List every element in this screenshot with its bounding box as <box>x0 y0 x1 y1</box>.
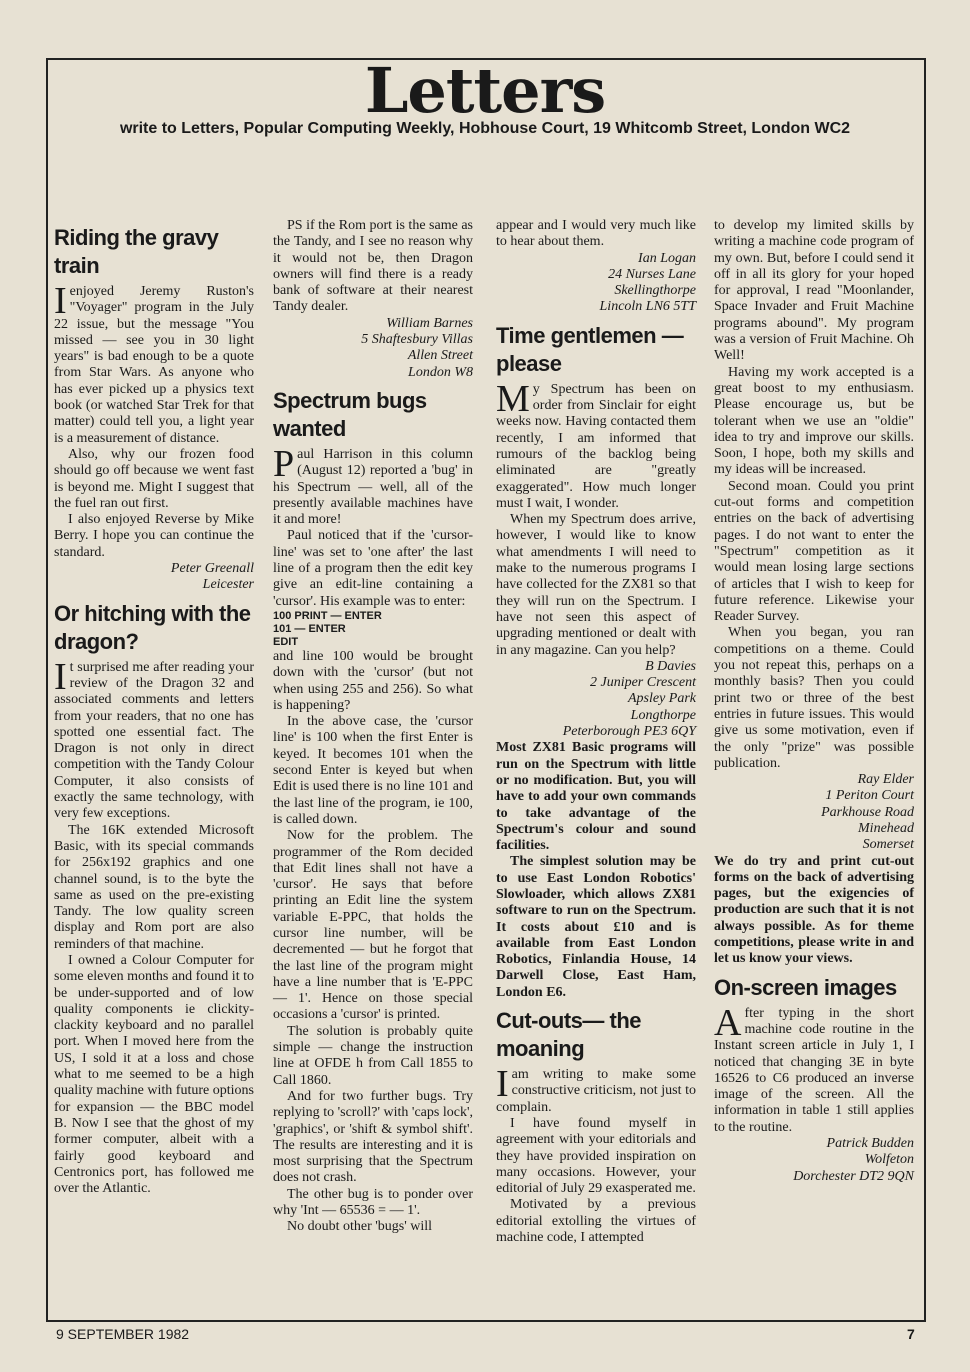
paragraph: Ienjoyed Jeremy Ruston's "Voyager" program in the July 22 issue, but the message "You missed — see you in 30 light years" is bad enough to be a quote from Star Wars. As anyone who has ever picked up a physics text book (or watched Star Trek for that matter) could tell you, a light year is a measurement of distance. <box>54 280 254 446</box>
letter-heading: Riding the gravy train <box>54 225 219 278</box>
paragraph: I also enjoyed Reverse by Mike Berry. I hope you can continue the standard. <box>54 512 254 560</box>
paragraph: The solution is probably quite simple — change the instruction line at OFDE h from Call 1855 to Call 1860. <box>273 1023 473 1088</box>
column-4 <box>714 218 914 1185</box>
page-title: Letters <box>364 54 606 127</box>
signature: William Barnes 5 Shaftesbury Villas Allen Street London W8 <box>361 315 473 380</box>
editor-reply: Most ZX81 Basic programs will run on the Spectrum with little or no modification. But, you will have to add your own commands to take advantage of the Spectrum's colour and sound facilities. The simplest solution may be to use East London Robotics' Slowloader, which allows ZX81 software to run on the Spectrum. It costs about £10 and is available from East London Robotics, Finlandia House, 14 Darwell Close, East Ham, London E6. <box>496 740 696 1000</box>
paragraph: and line 100 would be brought down with the 'cursor' (but not when using 255 and 256). So what is happening? <box>273 648 473 713</box>
paragraph: Having my work accepted is a great boost to my enthusiasm. Please encourage us, but be tolerant when we use an "oldie" idea to try and improve our skills. Soon, I hope, both my skills and my ideas will be increased. <box>714 364 914 478</box>
paragraph: Iam writing to make some constructive criticism, not just to complain. <box>496 1063 696 1115</box>
paragraph: Motivated by a previous editorial extolling the virtues of machine code, I attempted <box>496 1197 696 1246</box>
drop-cap: M <box>496 377 530 420</box>
drop-cap: I <box>54 655 67 698</box>
paragraph: No doubt other 'bugs' will <box>287 1219 433 1235</box>
column-1 <box>54 218 254 1197</box>
drop-cap: P <box>273 442 295 485</box>
paragraph: And for two further bugs. Try replying to 'scroll?' with 'caps lock', 'graphics', or 'shift & symbol shift'. The results are interesting and it is most surprising that the Spectrum does not crash. <box>273 1088 473 1186</box>
editor-reply: We do try and print cut-out forms on the back of advertising pages, but the exigencies of production are such that it is not always possible. As for theme competitions, please write in and let us know your views. <box>714 853 914 967</box>
drop-cap: A <box>714 1001 742 1044</box>
signature: B Davies 2 Juniper Crescent Apsley Park Longthorpe Peterborough PE3 6QY <box>562 658 696 740</box>
paragraph: appear and I would very much like to hear about them. <box>496 218 696 250</box>
paragraph: Paul noticed that if the 'cursor-line' was set to 'one after' the last line of a program then the edit key give an edit-line containing a 'cursor'. His example was to enter: <box>273 528 473 609</box>
letter-heading: Time gentlemen —please <box>496 322 684 376</box>
paragraph: After typing in the short machine code routine in the Instant screen article in July 1, I noticed that changing 3E in byte 16526 to C6 produced an inverse image of the screen. All the information in table 1 still applies to the routine. <box>714 1001 914 1135</box>
code-listing: 100 PRINT — ENTER 101 — ENTER EDIT <box>273 609 382 648</box>
paragraph: When my Spectrum does arrive, however, I would like to know what amendments I will need to make to the numerous programs I have collected for the ZX81 so that they will run on the Spectrum. I have not seen this aspect of upgrading mentioned or dealt with in any magazine. Can you help? <box>496 512 696 658</box>
paragraph: PS if the Rom port is the same as the Tandy, and I see no reason why it would not be, then Dragon owners will find there is a ready bank of software at their nearest Tandy dealer. <box>273 218 473 315</box>
signature: Ray Elder 1 Periton Court Parkhouse Road Minehead Somerset <box>821 772 914 853</box>
column-3 <box>496 218 696 1246</box>
letter-heading: On-screen images <box>714 974 897 1000</box>
letter-heading: Or hitching with the dragon? <box>54 600 251 654</box>
paragraph: The 16K extended Microsoft Basic, with its special commands for 256x192 graphics and one channel sound, is to the byte the same as used on the pre-existing Tandy. The low quality screen display and Rom port are also reminders of that machine. <box>54 822 254 952</box>
paragraph: I have found myself in agreement with your editorials and they have provided inspiration on many occasions. However, your editorial of July 29 exasperated me. <box>496 1115 696 1197</box>
paragraph: It surprised me after reading your review of the Dragon 32 and associated comments and letters from your readers, that no one has spotted one essential fact. The Dragon is not only in direct competition with the Tandy Colour Computer, it also consists of exactly the same technology, with very few exceptions. <box>54 655 254 822</box>
address-line: write to Letters, Popular Computing Weekly, Hobhouse Court, 19 Whitcomb Street, London WC2 <box>119 120 851 137</box>
page-number: 7 <box>907 1326 915 1342</box>
signature: Ian Logan 24 Nurses Lane Skellingthorpe Lincoln LN6 5TT <box>599 250 696 315</box>
paragraph: Also, why our frozen food should go off because we went fast is beyond me. Might I suggest that the fuel ran out first. <box>54 446 254 511</box>
paragraph: I owned a Colour Computer for some eleven months and found it to be under-supported and of low quality components ie clickity-clackity keyboard and no parallel port. When I moved here from the US, I sold it at a loss and chose what to me seemed to be a high quality machine with future options for expansion — the BBC model B. Now I see that the ghost of my former computer, albeit with a fairly good keyboard and Centronics port, has followed me over the Atlantic. <box>54 952 254 1197</box>
drop-cap: I <box>496 1063 509 1106</box>
drop-cap: I <box>54 280 67 322</box>
paragraph: Paul Harrison in this column (August 12) reported a 'bug' in his Spectrum — well, all of the presently available machines have it and more! <box>273 442 473 528</box>
signature: Peter Greenall Leicester <box>170 561 254 593</box>
paragraph: My Spectrum has been on order from Sinclair for eight weeks now. Having contacted them recently, I am informed that rumours of the backlog being eliminated are "greatly exaggerated". How much longer must I wait, I wonder. <box>496 377 696 511</box>
signature: Patrick Budden Wolfeton Dorchester DT2 9QN <box>793 1136 914 1184</box>
paragraph: When you began, you ran competitions on a theme. Could you not repeat this, perhaps on a monthly basis? Then you could print two or three of the best entries in future issues. This would give us some motivation, even if the only "prize" was possible publication. <box>714 625 914 771</box>
paragraph: The other bug is to ponder over why 'Int — 65536 = — 1'. <box>273 1186 473 1219</box>
paragraph: to develop my limited skills by writing a machine code program of my own. But, before I could send it off in all its glory for your hoped for approval, I read "Moonlander, Space Invader and Fruit Machine programs abound". My program was a version of Fruit Machine. Oh Well! <box>714 218 914 364</box>
paragraph: Second moan. Could you print cut-out forms and competition entries on the back of advertising pages. I do not want to enter the "Spectrum" competition as it would mean losing large sections of articles that I wish to keep for future reference. Likewise your Reader Survey. <box>714 478 914 625</box>
paragraph: In the above case, the 'cursor line' is 100 when the first Enter is keyed. It becomes 101 when the second Enter is keyed but when Edit is used there is no line 101 and the last line of the program, ie 100, is called down. <box>273 714 473 827</box>
column-2 <box>273 218 473 1236</box>
paragraph: Now for the problem. The programmer of the Rom decided that Edit lines shall not have a 'cursor'. He says that before printing an Edit line the system variable E-PPC, that holds the cursor line number, will be decremented — but he forgot that the last line of the program might have a line number that is 'E-PPC — 1'. Hence on those special occasions a 'cursor' is printed. <box>273 828 473 1023</box>
letter-heading: Spectrum bugs wanted <box>273 387 427 441</box>
letter-heading: Cut-outs— the moaning <box>496 1008 642 1062</box>
issue-date: 9 SEPTEMBER 1982 <box>56 1326 190 1342</box>
